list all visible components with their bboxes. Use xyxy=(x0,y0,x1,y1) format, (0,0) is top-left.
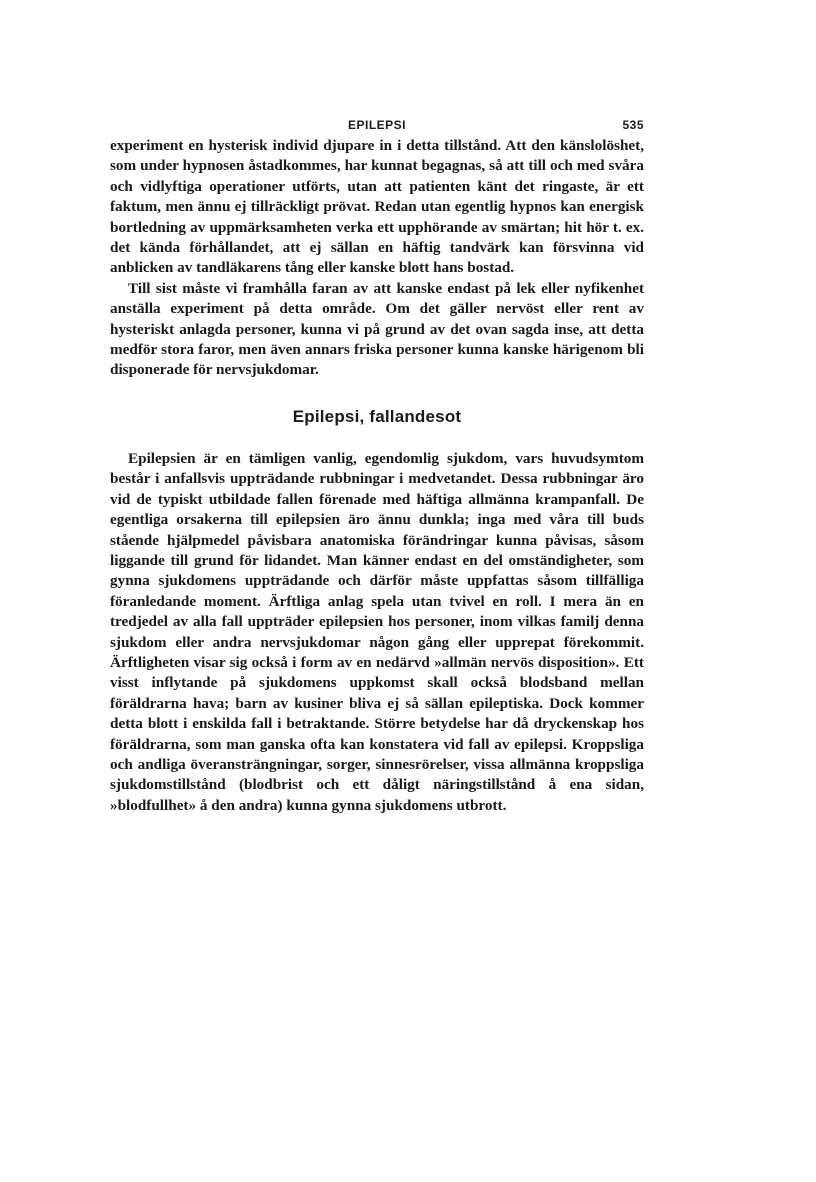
section-heading: Epilepsi, fallandesot xyxy=(292,406,462,426)
paragraph-continued: experiment en hysterisk individ djupare in i detta tillstånd. Att den känslolöshet, som under hypnosen åstadkommes, har kunnat begagnas, så att till och med svåra och vidlyftiga operationer utförts, utan att patienten känt det ringaste, är ett faktum, men ännu ej tillräckligt prövat. Redan utan egentlig hypnos kan energisk bortledning av uppmärksamheten verka ett upphörande av smärtan; hit hör t. ex. det kända förhållandet, att ej sällan en häftig tandvärk kan försvinna vid anblicken av tandläkarens tång eller kanske blott hans bostad. xyxy=(110,137,644,277)
book-page xyxy=(110,114,644,816)
page-number: 535 xyxy=(622,118,644,132)
paragraph: Till sist måste vi framhålla faran av att kanske endast på lek eller nyfikenhet anställa experiment på detta område. Om det gäller nervöst eller rent av hysteriskt anlagda personer, kunna vi på grund av det ovan sagda inse, att detta medför stora faror, men även annars friska personer kunna kanske härigenom bli disponerade för nervsjukdomar. xyxy=(110,279,644,379)
running-head xyxy=(110,114,644,136)
section-paragraph: Epilepsien är en tämligen vanlig, egendomlig sjukdom, vars huvudsymtom består i anfallsvis uppträdande rubbningar i medvetandet. Dessa rubbningar äro vid de typiskt utbildade fallen förenade med häftiga allmänna krampanfall. De egentliga orsakerna till epilepsien äro ännu dunkla; inga med våra till buds stående hjälpmedel påvisbara anatomiska förändringar kunna påvisas, såsom liggande till grund för lidandet. Man känner endast en del omständigheter, som gynna sjukdomens uppträdande och därför måste uppfattas såsom tillfälliga föranledande moment. Ärftliga anlag spela utan tvivel en roll. I mera än en tredjedel av alla fall uppträder epilepsien hos personer, inom vilkas familj denna sjukdom eller andra nervsjukdomar någon gång eller upprepat förekommit. Ärftligheten visar sig också i form av en nedärvd »allmän nervös disposition». Ett visst inflytande på sjukdomens uppkomst skall också blodsband mellan föräldrarna hava; barn av kusiner bliva ej så sällan epileptiska. Dock kommer detta blott i enskilda fall i betraktande. Större betydelse har då dryckenskap hos föräldrarna, som man ganska ofta kan konstatera vid fall av epilepsi. Kroppsliga och andliga överansträngningar, sorger, sinnesrörelser, vissa allmänna kroppsliga sjukdomstillstånd (blodbrist och ett dåligt näringstillstånd å ena sidan, »blodfullhet» å den andra) kunna gynna sjukdomens utbrott. xyxy=(110,449,644,814)
running-title: EPILEPSI xyxy=(347,118,407,132)
